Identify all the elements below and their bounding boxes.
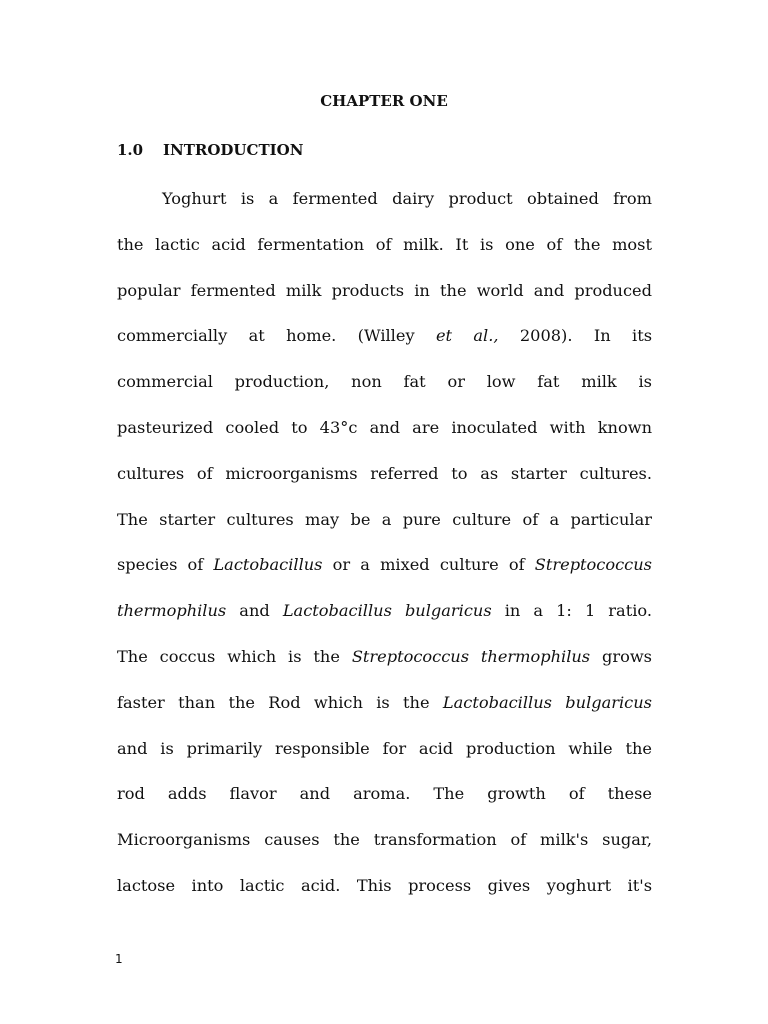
paragraph-line	[117, 359, 652, 405]
paragraph-line	[117, 268, 652, 314]
line-text	[117, 647, 652, 666]
paragraph-line	[117, 726, 652, 772]
line-text	[117, 693, 652, 712]
paragraph-line	[117, 771, 652, 817]
species-name: thermophilus	[117, 601, 227, 621]
species-name: Lactobacillus bulgaricus	[282, 601, 492, 621]
species-name: Lactobacillus bulgaricus	[442, 692, 652, 712]
paragraph-line	[117, 405, 652, 451]
line-text	[117, 326, 652, 345]
paragraph-line	[117, 222, 652, 268]
line-text-segment: 2008). In its	[498, 326, 653, 346]
introduction-paragraph	[117, 176, 652, 909]
paragraph-line	[117, 313, 652, 359]
line-text	[117, 555, 652, 574]
paragraph-line	[117, 176, 652, 222]
section-heading	[117, 140, 303, 160]
paragraph-line	[117, 497, 652, 543]
paragraph-line	[117, 451, 652, 497]
line-text: and is primarily responsible for acid production while the	[117, 738, 652, 758]
page-number: 1	[115, 952, 123, 966]
line-text: pasteurized cooled to 43°c and are inoculated with known	[117, 417, 652, 437]
paragraph-line	[117, 680, 652, 726]
paragraph-line	[117, 817, 652, 863]
citation-et-al: et al.,	[435, 326, 499, 346]
line-text-segment: in a 1: 1 ratio.	[491, 601, 652, 621]
species-name: Streptococcus	[534, 555, 652, 575]
line-text-segment: and	[226, 601, 283, 621]
paragraph-line	[117, 542, 652, 588]
line-text-segment: grows	[590, 646, 652, 666]
line-text: The starter cultures may be a pure culture of a particular	[117, 509, 652, 529]
line-text-segment: or a mixed culture of	[322, 555, 535, 575]
line-text-segment: faster than the Rod which is the	[117, 692, 443, 712]
line-text: Yoghurt is a fermented dairy product obtained from	[162, 189, 652, 208]
paragraph-line	[117, 863, 652, 909]
line-text: lactose into lactic acid. This process gives yoghurt it's	[117, 875, 652, 895]
line-text: Microorganisms causes the transformation of milk's sugar,	[117, 830, 652, 850]
species-name: Lactobacillus	[213, 555, 323, 575]
line-text-segment: species of	[117, 555, 214, 575]
paragraph-line	[117, 634, 652, 680]
line-text-segment: commercially at home. (Willey	[117, 326, 436, 346]
line-text-segment: The coccus which is the	[117, 646, 352, 666]
section-number: 1.0	[117, 141, 144, 159]
line-text: popular fermented milk products in the world and produced	[117, 280, 652, 300]
line-text: commercial production, non fat or low fat milk is	[117, 372, 652, 392]
line-text: rod adds flavor and aroma. The growth of these	[117, 784, 652, 804]
line-text: cultures of microorganisms referred to as starter cultures.	[117, 463, 652, 483]
line-text	[117, 601, 652, 620]
paragraph-line	[117, 588, 652, 634]
species-name: Streptococcus thermophilus	[351, 646, 591, 666]
line-text: the lactic acid fermentation of milk. It is one of the most	[117, 234, 652, 254]
chapter-title: CHAPTER ONE	[320, 92, 448, 110]
section-title: INTRODUCTION	[163, 141, 304, 159]
